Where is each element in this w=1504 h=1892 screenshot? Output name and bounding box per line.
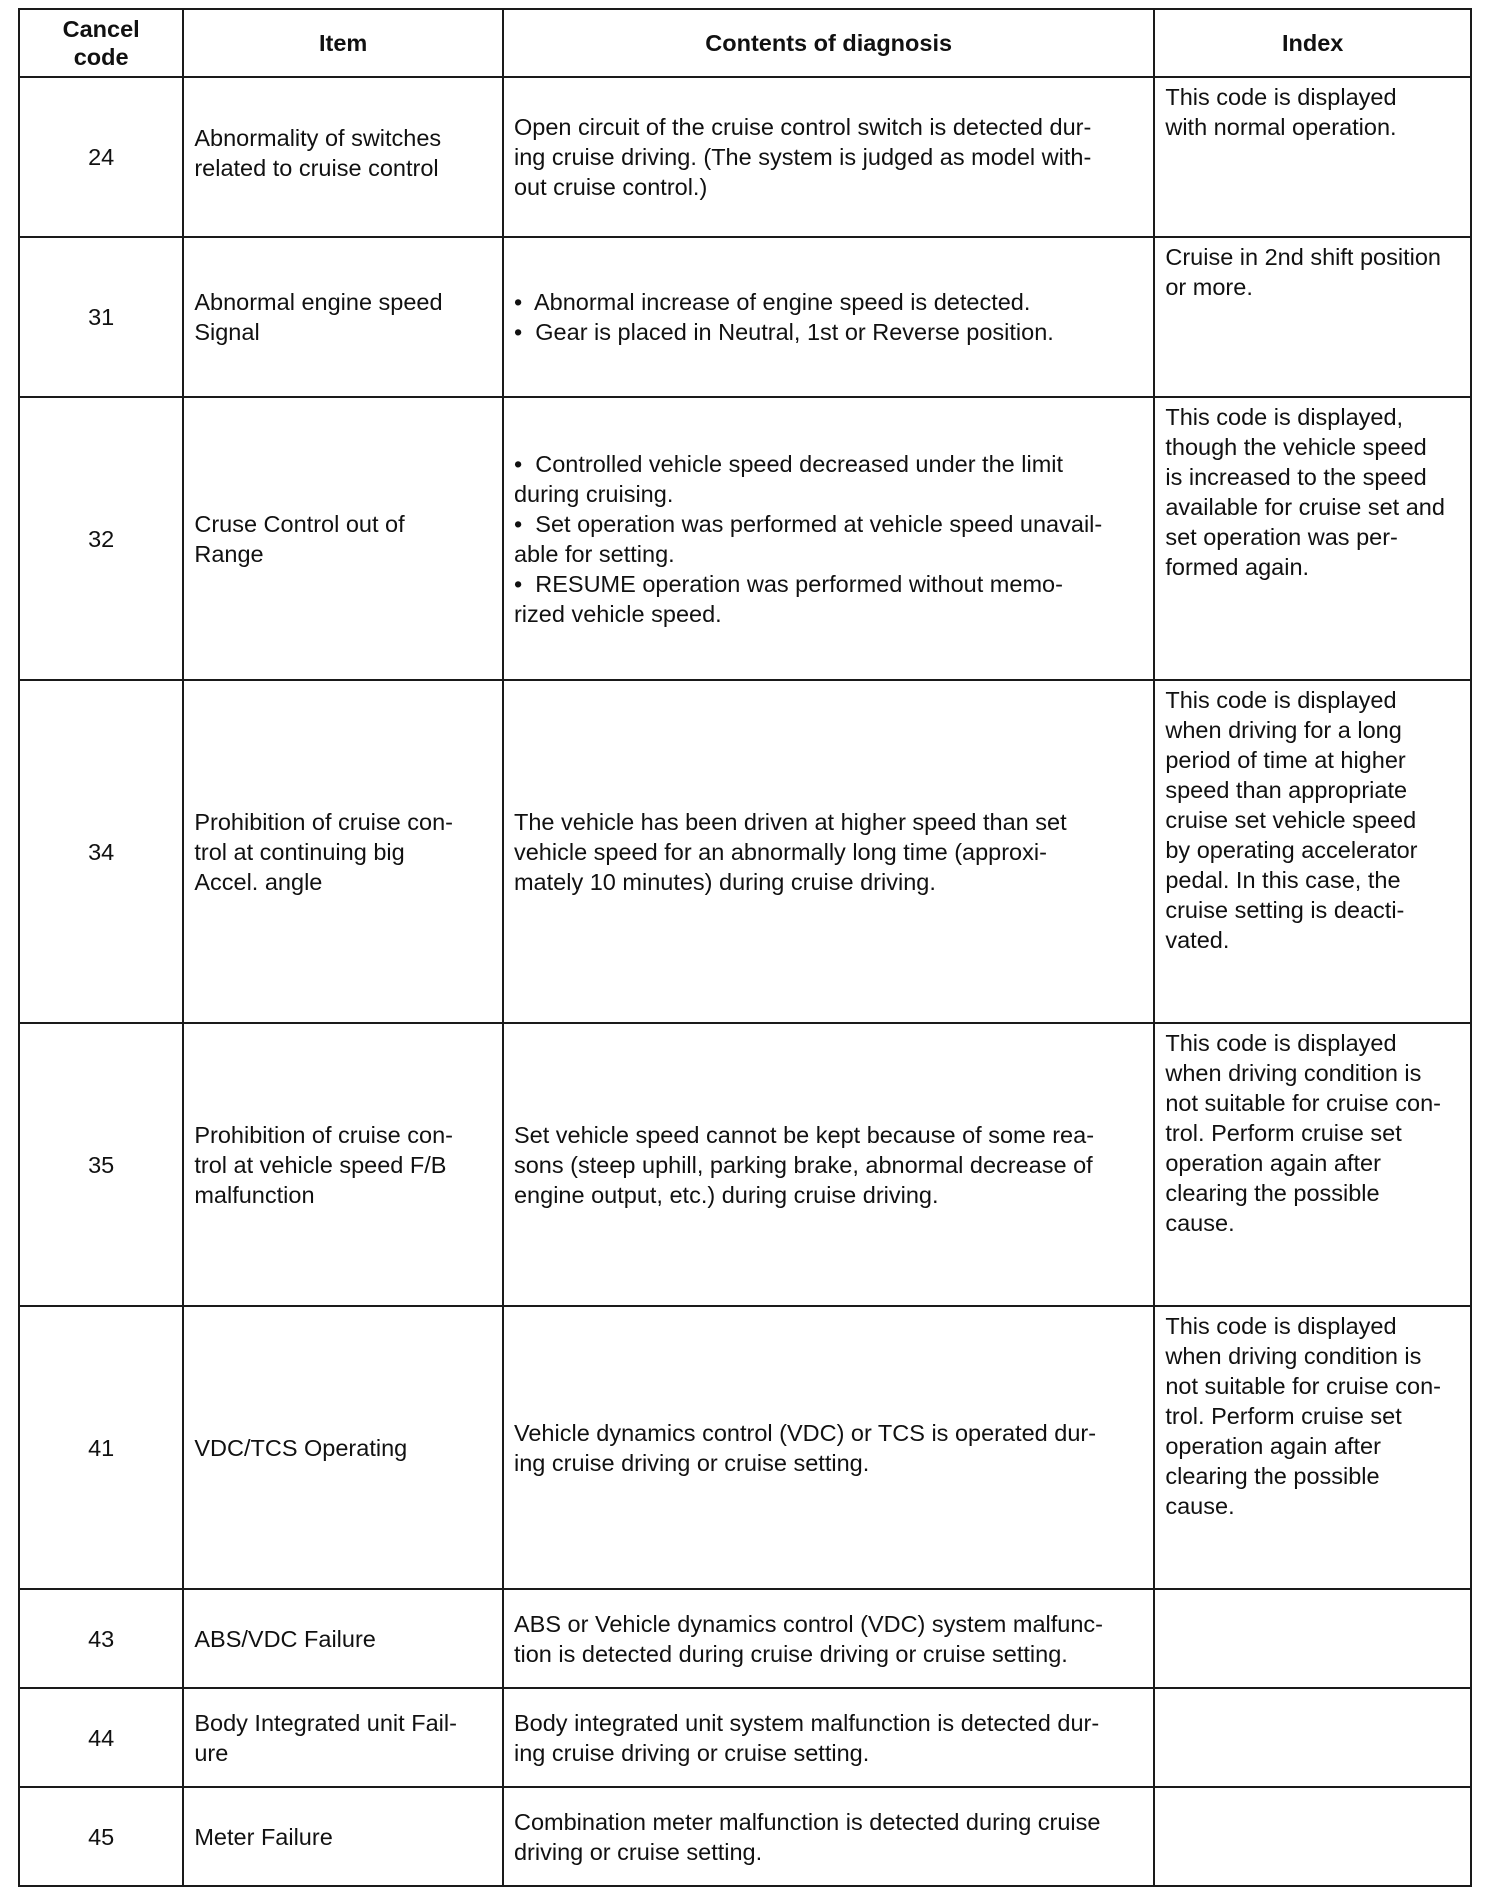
contents-text-line: rized vehicle speed.: [513, 600, 722, 627]
index-cell: [1154, 77, 1471, 237]
index-text-line: not suitable for cruise con-: [1165, 1373, 1441, 1399]
index-cell: [1154, 1589, 1471, 1688]
table-row: [19, 680, 1471, 1023]
cancel-code-cell: 41: [19, 1306, 183, 1589]
item-text-line: Body Integrated unit Fail-: [194, 1709, 457, 1736]
item-text-line: ure: [194, 1739, 229, 1766]
contents-cell: [503, 1023, 1154, 1306]
item-text-line: Abnormality of switches: [194, 125, 442, 151]
index-cell: [1154, 1787, 1471, 1886]
item-text-line: VDC/TCS Operating: [194, 1434, 408, 1461]
contents-text-line: Combination meter malfunction is detected during cruise: [513, 1808, 1101, 1835]
item-text-line: Range: [194, 540, 264, 567]
contents-text-line: Open circuit of the cruise control switch is detected dur-: [513, 114, 1092, 140]
item-cell: [183, 77, 503, 237]
header-index: Index: [1154, 9, 1471, 77]
contents-cell: [503, 1589, 1154, 1688]
index-text-line: cause.: [1165, 1493, 1235, 1519]
contents-text-line: Vehicle dynamics control (VDC) or TCS is operated dur-: [513, 1419, 1097, 1446]
contents-text-line: sons (steep uphill, parking brake, abnormal decrease of: [513, 1151, 1093, 1178]
item-text-line: Cruse Control out of: [194, 510, 405, 537]
cancel-code-cell: 34: [19, 680, 183, 1023]
index-cell: [1154, 237, 1471, 397]
index-text-line: This code is displayed: [1165, 1030, 1397, 1056]
item-cell: [183, 680, 503, 1023]
index-text-line: cause.: [1165, 1210, 1235, 1236]
contents-text-line: ing cruise driving. (The system is judged as model with-: [513, 144, 1092, 170]
index-text-line: pedal. In this case, the: [1165, 867, 1401, 893]
index-text-line: with normal operation.: [1165, 114, 1397, 140]
index-cell: [1154, 1023, 1471, 1306]
item-text-line: Abnormal engine speed: [194, 289, 443, 315]
index-text-line: speed than appropriate: [1165, 777, 1408, 803]
contents-cell: [503, 1306, 1154, 1589]
index-text-line: This code is displayed: [1165, 687, 1397, 713]
table-row: [19, 397, 1471, 680]
cancel-code-cell: 44: [19, 1688, 183, 1787]
header-cancel-code-label: Cancel code: [62, 16, 140, 70]
contents-text-line: The vehicle has been driven at higher speed than set: [513, 808, 1067, 835]
index-cell: [1154, 397, 1471, 680]
contents-text-line: driving or cruise setting.: [513, 1838, 763, 1865]
table-row: [19, 237, 1471, 397]
index-text-line: operation again after: [1165, 1150, 1381, 1176]
contents-text-line: vehicle speed for an abnormally long time (approxi-: [513, 838, 1047, 865]
item-cell: [183, 237, 503, 397]
cancel-code-cell: 24: [19, 77, 183, 237]
contents-text-line: • Controlled vehicle speed decreased under the limit: [513, 450, 1064, 477]
index-text-line: Cruise in 2nd shift position: [1165, 244, 1441, 270]
contents-text-line: ing cruise driving or cruise setting.: [513, 1739, 870, 1766]
header-contents: Contents of diagnosis: [503, 9, 1154, 77]
cancel-code-cell: 32: [19, 397, 183, 680]
index-text-line: cruise set vehicle speed: [1165, 807, 1417, 833]
index-text-line: This code is displayed,: [1165, 404, 1404, 430]
index-text-line: not suitable for cruise con-: [1165, 1090, 1441, 1116]
index-text-line: though the vehicle speed: [1165, 434, 1427, 460]
index-text-line: This code is displayed: [1165, 84, 1397, 110]
item-cell: [183, 1688, 503, 1787]
index-cell: [1154, 1688, 1471, 1787]
item-text-line: Meter Failure: [194, 1823, 333, 1850]
contents-text-line: ABS or Vehicle dynamics control (VDC) system malfunc-: [513, 1610, 1103, 1637]
item-text-line: trol at continuing big: [194, 838, 405, 865]
index-text-line: is increased to the speed: [1165, 464, 1427, 490]
item-text-line: Accel. angle: [194, 868, 323, 895]
contents-text-line: Body integrated unit system malfunction is detected dur-: [513, 1709, 1100, 1736]
contents-text-line: able for setting.: [513, 540, 675, 567]
index-text-line: vated.: [1165, 927, 1230, 953]
index-text-line: operation again after: [1165, 1433, 1381, 1459]
header-cancel-code: [19, 9, 183, 77]
contents-text-line: ing cruise driving or cruise setting.: [513, 1449, 870, 1476]
item-cell: [183, 397, 503, 680]
index-text-line: clearing the possible: [1165, 1180, 1380, 1206]
table-row: [19, 77, 1471, 237]
item-text-line: Prohibition of cruise con-: [194, 808, 453, 835]
item-text-line: related to cruise control: [194, 155, 439, 181]
table-row: [19, 1787, 1471, 1886]
item-cell: [183, 1787, 503, 1886]
item-text-line: ABS/VDC Failure: [194, 1625, 376, 1652]
item-cell: [183, 1306, 503, 1589]
contents-text-line: mately 10 minutes) during cruise driving.: [513, 868, 936, 895]
table-row: [19, 1589, 1471, 1688]
contents-cell: [503, 397, 1154, 680]
cancel-code-table: [18, 8, 1472, 1887]
contents-cell: [503, 1787, 1154, 1886]
cancel-code-cell: 43: [19, 1589, 183, 1688]
index-text-line: by operating accelerator: [1165, 837, 1418, 863]
contents-text-line: during cruising.: [513, 480, 674, 507]
item-text-line: malfunction: [194, 1181, 315, 1208]
index-text-line: clearing the possible: [1165, 1463, 1380, 1489]
index-cell: [1154, 680, 1471, 1023]
contents-text-line: Set vehicle speed cannot be kept because of some rea-: [513, 1121, 1095, 1148]
table-body: [19, 77, 1471, 1886]
cancel-code-cell: 35: [19, 1023, 183, 1306]
index-text-line: cruise setting is deacti-: [1165, 897, 1405, 923]
contents-text-line: • Gear is placed in Neutral, 1st or Reverse position.: [513, 319, 1054, 345]
contents-text-line: • Abnormal increase of engine speed is detected.: [513, 289, 1031, 315]
index-text-line: available for cruise set and: [1165, 494, 1445, 520]
index-text-line: trol. Perform cruise set: [1165, 1403, 1402, 1429]
index-text-line: This code is displayed: [1165, 1313, 1397, 1339]
index-cell: [1154, 1306, 1471, 1589]
item-text-line: trol at vehicle speed F/B: [194, 1151, 447, 1178]
index-text-line: when driving condition is: [1165, 1060, 1422, 1086]
item-text-line: Signal: [194, 319, 260, 345]
contents-text-line: engine output, etc.) during cruise driving.: [513, 1181, 939, 1208]
index-text-line: or more.: [1165, 274, 1253, 300]
contents-cell: [503, 77, 1154, 237]
index-text-line: trol. Perform cruise set: [1165, 1120, 1402, 1146]
index-text-line: when driving for a long: [1165, 717, 1402, 743]
item-cell: [183, 1589, 503, 1688]
table-row: [19, 1688, 1471, 1787]
index-text-line: formed again.: [1165, 554, 1310, 580]
index-text-line: when driving condition is: [1165, 1343, 1422, 1369]
contents-text-line: • RESUME operation was performed without memo-: [513, 570, 1063, 597]
cancel-code-cell: 31: [19, 237, 183, 397]
contents-text-line: out cruise control.): [513, 174, 708, 200]
table-row: [19, 1306, 1471, 1589]
table-header-row: [19, 9, 1471, 77]
item-cell: [183, 1023, 503, 1306]
index-text-line: set operation was per-: [1165, 524, 1398, 550]
cancel-code-cell: 45: [19, 1787, 183, 1886]
index-text-line: period of time at higher: [1165, 747, 1406, 773]
contents-cell: [503, 1688, 1154, 1787]
contents-text-line: • Set operation was performed at vehicle speed unavail-: [513, 510, 1103, 537]
contents-cell: [503, 680, 1154, 1023]
item-text-line: Prohibition of cruise con-: [194, 1121, 453, 1148]
header-item: Item: [183, 9, 503, 77]
contents-text-line: tion is detected during cruise driving or cruise setting.: [513, 1640, 1068, 1667]
table-row: [19, 1023, 1471, 1306]
contents-cell: [503, 237, 1154, 397]
